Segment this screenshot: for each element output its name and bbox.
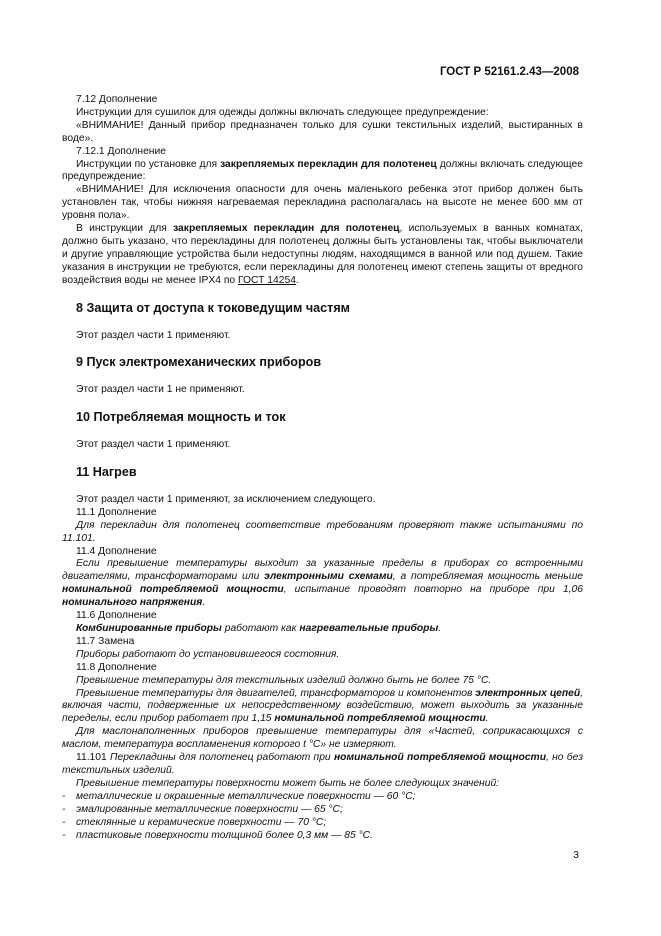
clause-11-4-text: Если превышение температуры выходит за указанные пределы в приборах со встроенными двигателями, трансформаторами или электронными схемами, а потребляемая мощность меньше номинальной потребляемой мощности, испытание проводят повторно на приборе при 1,06 номинального напряжения. xyxy=(62,558,583,609)
clause-11-1-heading: 11.1 Дополнение xyxy=(76,506,157,518)
clause-7-12-1-instructions: В инструкции для закрепляемых перекладин для полотенец, используемых в ванных комнатах, должно быть указано, что перекладины для полотенец должны быть установлены так, чтобы выключатели и другие управляющие устройства были недоступны людям, находящимся в ванной или под душем. Такие указания в инструкции не требуются, если перекладины для полотенец имеют степень защиты от вредного воздействия воды не менее IPX4 по ГОСТ 14254. xyxy=(62,223,583,286)
gost-14254-link[interactable]: ГОСТ 14254 xyxy=(238,274,296,286)
document-header-id: ГОСТ Р 52161.2.43—2008 xyxy=(439,66,579,78)
clause-11-7-text: Приборы работают до установившегося состояния. xyxy=(76,648,340,660)
clause-7-12-heading: 7.12 Дополнение xyxy=(76,94,158,105)
document-body xyxy=(62,94,583,842)
section-8-title: 8 Защита от доступа к токоведущим частям xyxy=(76,300,350,315)
clause-11-8-heading: 11.8 Дополнение xyxy=(76,661,157,673)
list-item: - эмалированные металлические поверхности — 65 °С; xyxy=(62,803,343,815)
section-10-title: 10 Потребляемая мощность и ток xyxy=(76,410,286,425)
clause-11-4-heading: 11.4 Дополнение xyxy=(76,545,157,557)
clause-11-101-limits-intro: Превышение температуры поверхности может быть не более следующих значений: xyxy=(76,777,500,789)
section-8-text: Этот раздел части 1 применяют. xyxy=(76,329,231,341)
clause-11-8-text-3: Для маслонаполненных приборов превышение температуры для «Частей, соприкасающихся с маслом, температура воспламенения которого t °С» не измеряют. xyxy=(62,726,583,751)
page-number: 3 xyxy=(573,849,579,861)
clause-11-101-text: 11.101 Перекладины для полотенец работают при номинальной потребляемой мощности, но без текстильных изделий. xyxy=(62,752,583,776)
section-10-text: Этот раздел части 1 применяют. xyxy=(76,439,231,451)
clause-11-6-text: Комбинированные приборы работают как нагревательные приборы. xyxy=(76,623,442,634)
section-9-text: Этот раздел части 1 не применяют. xyxy=(76,384,245,396)
section-11-intro: Этот раздел части 1 применяют, за исключением следующего. xyxy=(76,493,376,505)
list-item: - стеклянные и керамические поверхности — 70 °С; xyxy=(62,816,327,828)
clause-11-8-text-1: Превышение температуры для текстильных изделий должно быть не более 75 °С. xyxy=(76,674,492,686)
clause-7-12-warning: «ВНИМАНИЕ! Данный прибор предназначен только для сушки текстильных изделий, выстиранных в воде». xyxy=(62,119,583,144)
section-9-title: 9 Пуск электромеханических приборов xyxy=(76,355,322,370)
clause-11-1-text: Для перекладин для полотенец соответствие требованиям проверяют также испытаниями по 11.101. xyxy=(62,519,583,544)
clause-7-12-1-text: Инструкции по установке для закрепляемых перекладин для полотенец должны включать следующее предупреждение: xyxy=(62,158,583,183)
clause-11-6-heading: 11.6 Дополнение xyxy=(76,610,157,622)
list-item: - пластиковые поверхности толщиной более 0,3 мм — 85 °С. xyxy=(62,829,373,841)
section-11-title: 11 Нагрев xyxy=(76,465,137,480)
clause-7-12-1-heading: 7.12.1 Дополнение xyxy=(76,145,166,157)
clause-7-12-text: Инструкции для сушилок для одежды должны включать следующее предупреждение: xyxy=(76,106,489,118)
clause-11-7-heading: 11.7 Замена xyxy=(76,635,135,647)
list-item: - металлические и окрашенные металлические поверхности — 60 °С; xyxy=(62,790,416,802)
clause-11-8-text-2: Превышение температуры для двигателей, трансформаторов и компонентов электронных цепей, включая части, подверженные их непосредственному воздействию, может выходить за указанные переделы, если прибор работает при 1,15 номинальной потребляемой мощности. xyxy=(62,687,583,725)
clause-7-12-1-warning: «ВНИМАНИЕ! Для исключения опасности для очень маленького ребенка этот прибор должен быть установлен так, чтобы нижняя нагреваемая перекладина располагалась на высоте не менее 600 мм от уровня пола». xyxy=(62,184,583,222)
